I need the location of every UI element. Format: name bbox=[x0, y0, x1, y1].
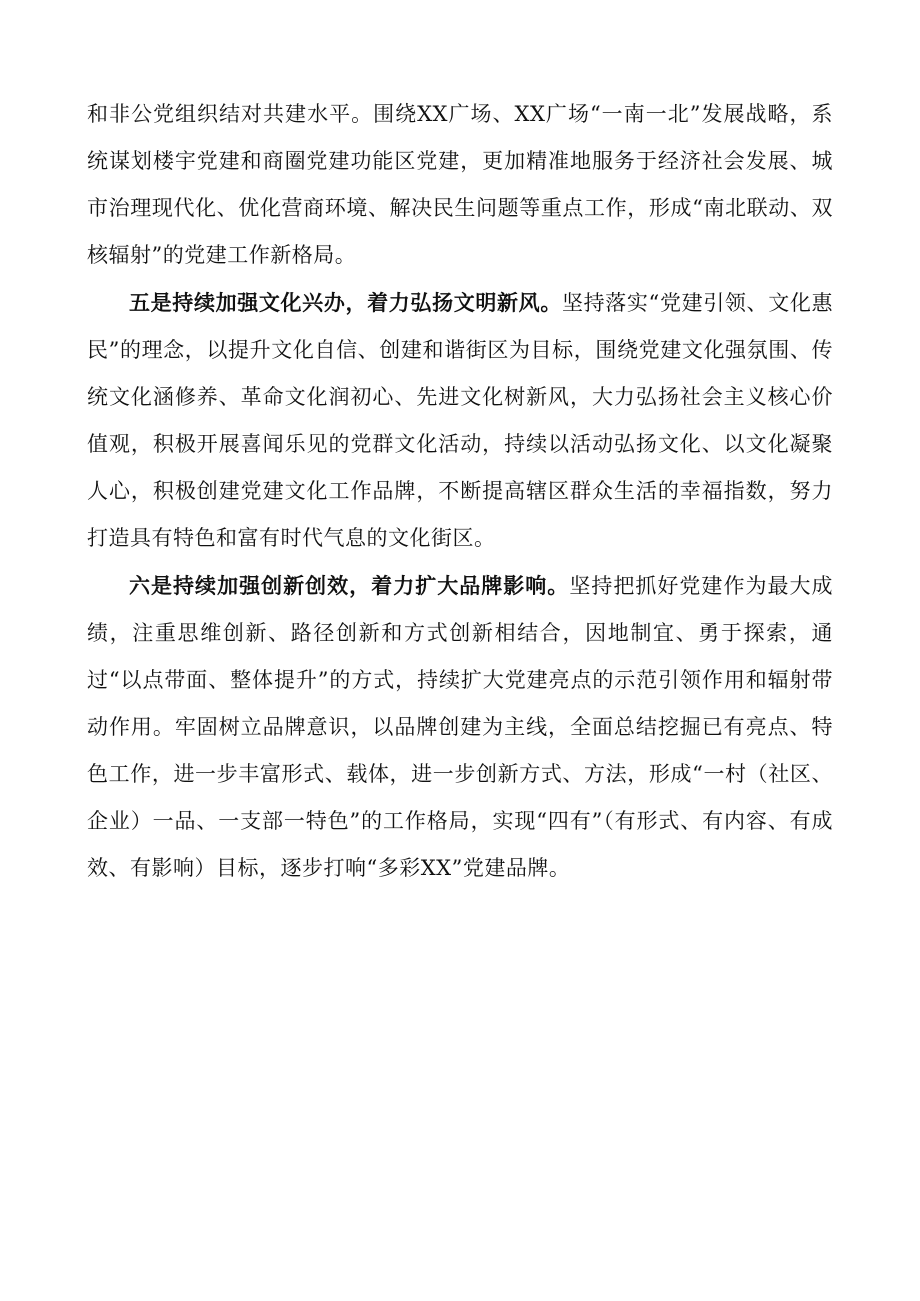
paragraph-text: 坚持落实“党建引领、文化惠民”的理念，以提升文化自信、创建和谐街区为目标，围绕党建文化强氛围、传统文化涵修养、革命文化润初心、先进文化树新风，大力弘扬社会主义核心价值观，积极开展喜闻乐见的党群文化活动，持续以活动弘扬文化、以文化凝聚人心，积极创建党建文化工作品牌，不断提高辖区群众生活的幸福指数，努力打造具有特色和富有时代气息的文化街区。 bbox=[87, 291, 833, 550]
paragraph-continuation bbox=[87, 91, 833, 279]
paragraph-heading: 五是持续加强文化兴办，着力弘扬文明新风。 bbox=[129, 290, 562, 315]
paragraph-heading: 六是持续加强创新创效，着力扩大品牌影响。 bbox=[129, 573, 570, 598]
paragraph-innovation bbox=[87, 562, 833, 892]
document-body bbox=[87, 91, 833, 892]
paragraph-text: 坚持把抓好党建作为最大成绩，注重思维创新、路径创新和方式创新相结合，因地制宜、勇于探索，通过“以点带面、整体提升”的方式，持续扩大党建亮点的示范引领作用和辐射带动作用。牢固树立品牌意识，以品牌创建为主线，全面总结挖掘已有亮点、特色工作，进一步丰富形式、载体，进一步创新方式、方法，形成“一村（社区、企业）一品、一支部一特色”的工作格局，实现“四有”（有形式、有内容、有成效、有影响）目标，逐步打响“多彩XX”党建品牌。 bbox=[87, 574, 834, 880]
paragraph-culture bbox=[87, 279, 833, 562]
paragraph-text: 和非公党组织结对共建水平。围绕XX广场、XX广场“一南一北”发展战略，系统谋划楼宇党建和商圈党建功能区党建，更加精准地服务于经济社会发展、城市治理现代化、优化营商环境、解决民生问题等重点工作，形成“南北联动、双核辐射”的党建工作新格局。 bbox=[87, 102, 833, 267]
